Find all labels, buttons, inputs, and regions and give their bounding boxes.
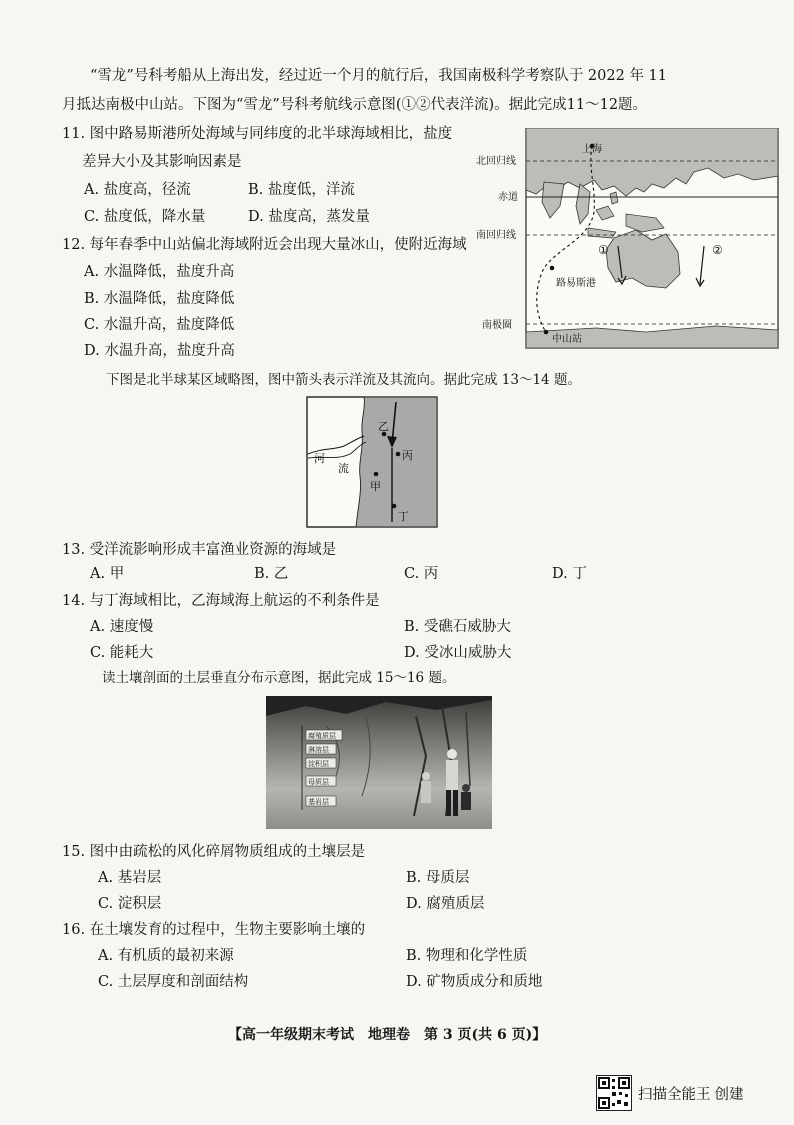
map2-yi-label: 乙 xyxy=(378,420,389,433)
q12-stem: 12. 每年春季中山站偏北海域附近会出现大量冰山，使附近海域 xyxy=(62,237,467,253)
map2-bing-label: 丙 xyxy=(402,449,413,462)
soil-label-illuvial: 淀积层 xyxy=(308,760,329,768)
soil-label-parent: 母质层 xyxy=(308,778,329,786)
q13-option-d: D. 丁 xyxy=(552,566,587,582)
q11-option-d: D. 盐度高，蒸发量 xyxy=(248,209,370,225)
q15-option-a: A. 基岩层 xyxy=(98,870,162,886)
q11-stem-line1: 11. 图中路易斯港所处海域与同纬度的北半球海域相比，盐度 xyxy=(62,126,453,142)
q13-option-c: C. 丙 xyxy=(404,566,439,582)
intro2-text: 下图是北半球某区域略图，图中箭头表示洋流及其流向。据此完成 13～14 题。 xyxy=(106,372,581,388)
q12-option-c: C. 水温升高，盐度降低 xyxy=(84,317,235,333)
region-map xyxy=(306,396,438,528)
soil-profile-photo xyxy=(266,696,492,829)
q16-stem: 16. 在土壤发育的过程中，生物主要影响土壤的 xyxy=(62,922,366,938)
intro-text-line2: 月抵达南极中山站。下图为“雪龙”号科考航线示意图(①②代表洋流)。据此完成11～12题。 xyxy=(62,97,648,113)
q14-stem: 14. 与丁海域相比，乙海域海上航运的不利条件是 xyxy=(62,593,380,609)
scanner-watermark: 扫描全能王 创建 xyxy=(638,1087,744,1103)
page-footer: 【高一年级期末考试 地理卷 第 3 页(共 6 页)】 xyxy=(228,1027,547,1043)
q11-option-a: A. 盐度高，径流 xyxy=(84,182,191,198)
q13-option-a: A. 甲 xyxy=(90,566,125,582)
map2-river-char2: 流 xyxy=(338,462,349,475)
map2-jia-label: 甲 xyxy=(370,480,381,493)
intro3-text: 读土壤剖面的土层垂直分布示意图，据此完成 15～16 题。 xyxy=(102,670,456,686)
q16-option-b: B. 物理和化学性质 xyxy=(406,948,528,964)
q16-option-a: A. 有机质的最初来源 xyxy=(98,948,234,964)
q12-option-a: A. 水温降低，盐度升高 xyxy=(84,264,235,280)
q13-option-b: B. 乙 xyxy=(254,566,289,582)
map1-current2-label: ② xyxy=(712,243,723,257)
map1-zhongshan-label: 中山站 xyxy=(552,334,582,345)
q14-option-a: A. 速度慢 xyxy=(90,619,154,635)
q14-option-d: D. 受冰山威胁大 xyxy=(404,645,512,661)
map2-ding-label: 丁 xyxy=(398,510,409,523)
q11-option-b: B. 盐度低，洋流 xyxy=(248,182,355,198)
map1-shanghai-label: 上海 xyxy=(582,144,602,155)
q15-option-c: C. 淀积层 xyxy=(98,896,162,912)
q15-option-d: D. 腐殖质层 xyxy=(406,896,485,912)
map2-river-char1: 河 xyxy=(314,452,325,465)
soil-label-humus: 腐殖质层 xyxy=(308,732,336,740)
q16-option-c: C. 土层厚度和剖面结构 xyxy=(98,974,249,990)
q11-stem-line2: 差异大小及其影响因素是 xyxy=(82,154,242,170)
map1-south-tropic-label: 南回归线 xyxy=(476,230,516,241)
q11-option-c: C. 盐度低，降水量 xyxy=(84,209,206,225)
q12-option-d: D. 水温升高，盐度升高 xyxy=(84,343,235,359)
q14-option-c: C. 能耗大 xyxy=(90,645,154,661)
q16-option-d: D. 矿物质成分和质地 xyxy=(406,974,543,990)
q15-stem: 15. 图中由疏松的风化碎屑物质组成的土壤层是 xyxy=(62,844,366,860)
qr-code-icon xyxy=(596,1075,632,1111)
map1-north-tropic-label: 北回归线 xyxy=(476,156,516,167)
soil-label-eluvial: 淋溶层 xyxy=(308,746,329,754)
map1-current1-label: ① xyxy=(598,243,609,257)
q13-stem: 13. 受洋流影响形成丰富渔业资源的海域是 xyxy=(62,542,337,558)
q12-option-b: B. 水温降低，盐度降低 xyxy=(84,291,235,307)
route-map xyxy=(476,128,780,350)
map1-antarctic-circle-label: 南极圈 xyxy=(482,320,512,331)
intro-text-line1: “雪龙”号科考船从上海出发，经过近一个月的航行后，我国南极科学考察队于 2022 年 11 xyxy=(90,68,668,84)
q14-option-b: B. 受礁石威胁大 xyxy=(404,619,511,635)
map1-port-louis-label: 路易斯港 xyxy=(556,278,596,289)
q15-option-b: B. 母质层 xyxy=(406,870,470,886)
soil-label-bedrock: 基岩层 xyxy=(308,798,329,806)
map1-equator-label: 赤道 xyxy=(498,192,518,203)
